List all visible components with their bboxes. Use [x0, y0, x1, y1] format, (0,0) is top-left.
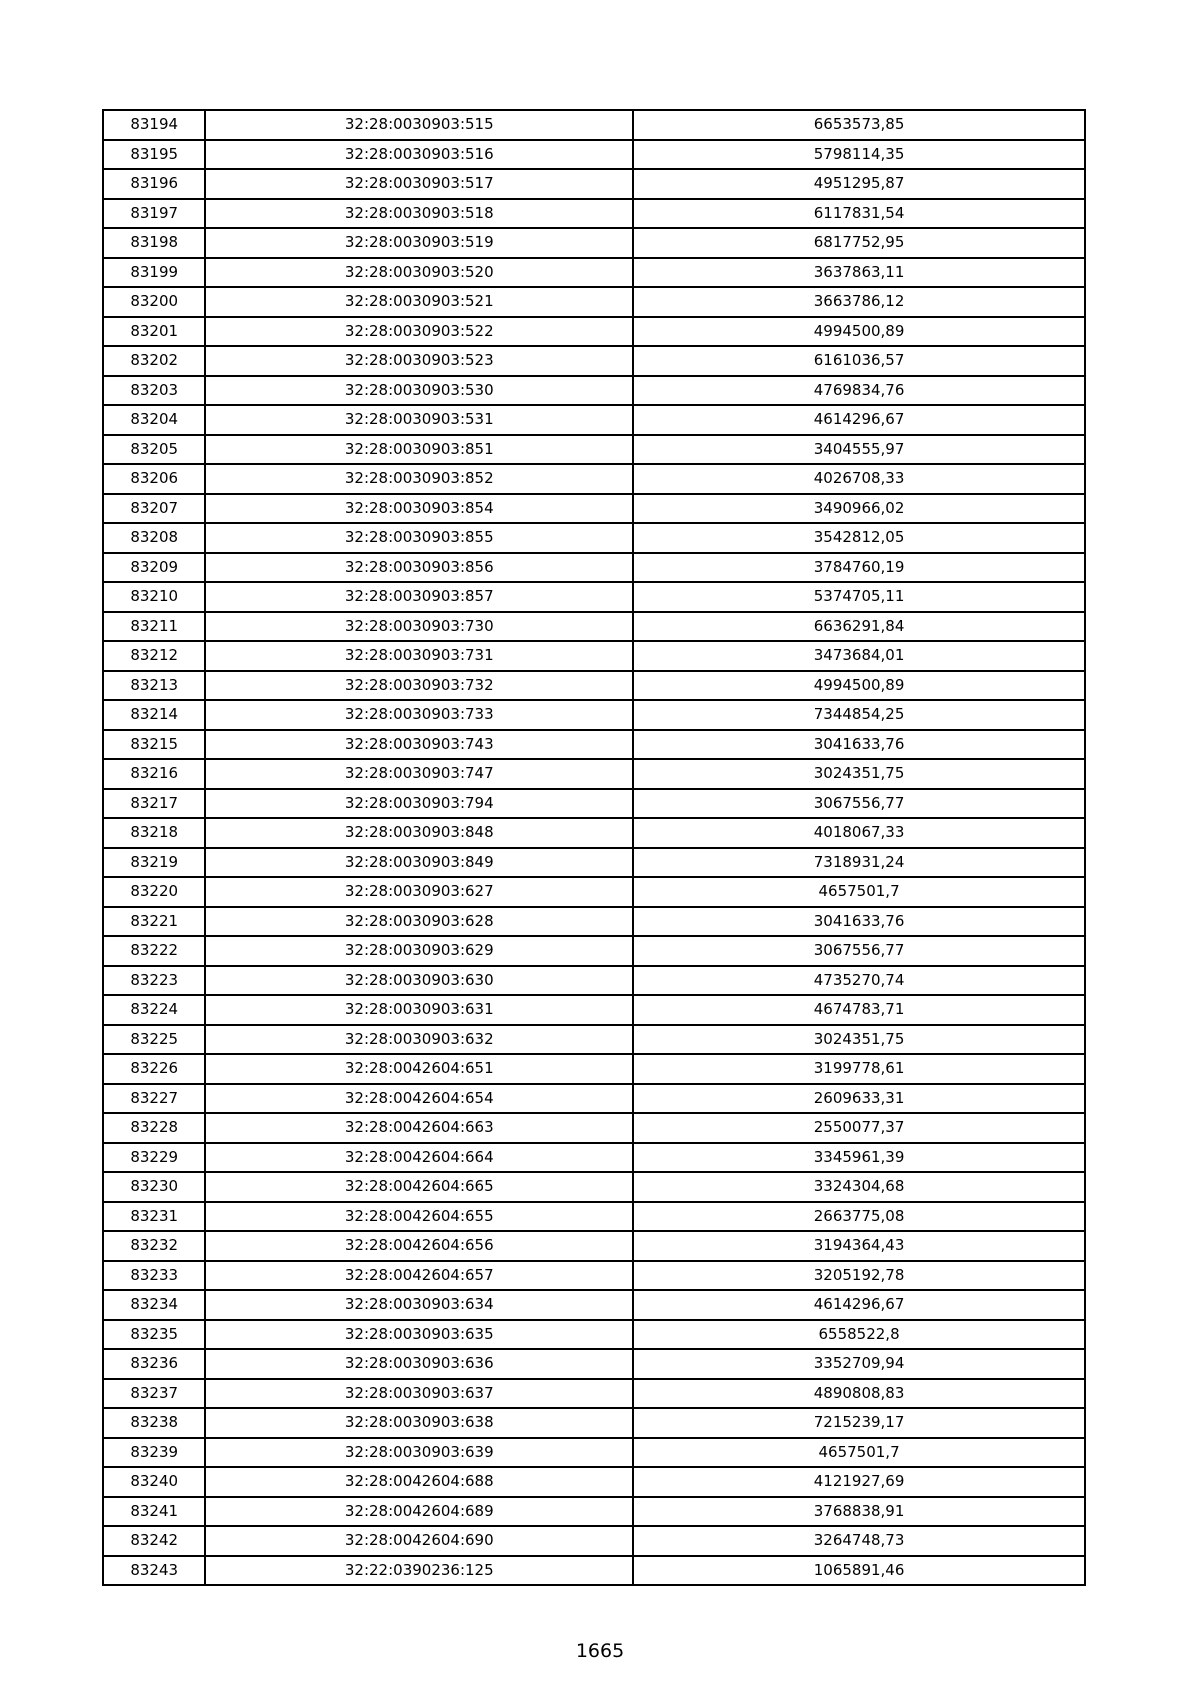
- row-number-cell: 83196: [103, 169, 205, 199]
- cadastral-number-cell: 32:28:0030903:627: [205, 877, 633, 907]
- cadastral-number-cell: 32:28:0030903:855: [205, 523, 633, 553]
- table-row: [103, 818, 1085, 848]
- value-cell: 6558522,8: [633, 1320, 1085, 1350]
- table-row: [103, 346, 1085, 376]
- table-row: [103, 1172, 1085, 1202]
- table-row: [103, 1025, 1085, 1055]
- value-cell: 7344854,25: [633, 700, 1085, 730]
- table-row: [103, 1054, 1085, 1084]
- row-number-cell: 83198: [103, 228, 205, 258]
- value-cell: 4657501,7: [633, 877, 1085, 907]
- row-number-cell: 83238: [103, 1408, 205, 1438]
- table-row: [103, 995, 1085, 1025]
- row-number-cell: 83214: [103, 700, 205, 730]
- table-row: [103, 317, 1085, 347]
- row-number-cell: 83210: [103, 582, 205, 612]
- row-number-cell: 83235: [103, 1320, 205, 1350]
- row-number-cell: 83233: [103, 1261, 205, 1291]
- row-number-cell: 83213: [103, 671, 205, 701]
- table-row: [103, 1556, 1085, 1586]
- table-row: [103, 169, 1085, 199]
- cadastral-number-cell: 32:28:0042604:663: [205, 1113, 633, 1143]
- table-body: [103, 110, 1085, 1585]
- cadastral-number-cell: 32:28:0030903:517: [205, 169, 633, 199]
- value-cell: 2550077,37: [633, 1113, 1085, 1143]
- table-row: [103, 907, 1085, 937]
- cadastral-number-cell: 32:28:0030903:629: [205, 936, 633, 966]
- cadastral-number-cell: 32:28:0030903:531: [205, 405, 633, 435]
- value-cell: 4657501,7: [633, 1438, 1085, 1468]
- table-row: [103, 523, 1085, 553]
- table-row: [103, 1261, 1085, 1291]
- table-row: [103, 582, 1085, 612]
- cadastral-number-cell: 32:28:0030903:747: [205, 759, 633, 789]
- row-number-cell: 83229: [103, 1143, 205, 1173]
- cadastral-number-cell: 32:28:0030903:743: [205, 730, 633, 760]
- cadastral-number-cell: 32:28:0030903:638: [205, 1408, 633, 1438]
- row-number-cell: 83203: [103, 376, 205, 406]
- cadastral-number-cell: 32:28:0030903:635: [205, 1320, 633, 1350]
- cadastral-number-cell: 32:28:0030903:530: [205, 376, 633, 406]
- value-cell: 3404555,97: [633, 435, 1085, 465]
- row-number-cell: 83202: [103, 346, 205, 376]
- value-cell: 3205192,78: [633, 1261, 1085, 1291]
- row-number-cell: 83205: [103, 435, 205, 465]
- row-number-cell: 83217: [103, 789, 205, 819]
- value-cell: 6653573,85: [633, 110, 1085, 140]
- cadastral-number-cell: 32:28:0030903:518: [205, 199, 633, 229]
- cadastral-number-cell: 32:28:0030903:523: [205, 346, 633, 376]
- table-row: [103, 877, 1085, 907]
- row-number-cell: 83207: [103, 494, 205, 524]
- table-row: [103, 936, 1085, 966]
- table-row: [103, 553, 1085, 583]
- table-row: [103, 641, 1085, 671]
- cadastral-number-cell: 32:28:0030903:521: [205, 287, 633, 317]
- row-number-cell: 83234: [103, 1290, 205, 1320]
- value-cell: 4994500,89: [633, 317, 1085, 347]
- table-row: [103, 140, 1085, 170]
- row-number-cell: 83224: [103, 995, 205, 1025]
- row-number-cell: 83219: [103, 848, 205, 878]
- value-cell: 3352709,94: [633, 1349, 1085, 1379]
- value-cell: 3784760,19: [633, 553, 1085, 583]
- table-row: [103, 110, 1085, 140]
- cadastral-number-cell: 32:28:0030903:730: [205, 612, 633, 642]
- table-row: [103, 759, 1085, 789]
- cadastral-number-cell: 32:28:0030903:632: [205, 1025, 633, 1055]
- value-cell: 6161036,57: [633, 346, 1085, 376]
- value-cell: 2663775,08: [633, 1202, 1085, 1232]
- value-cell: 3024351,75: [633, 759, 1085, 789]
- row-number-cell: 83242: [103, 1526, 205, 1556]
- row-number-cell: 83206: [103, 464, 205, 494]
- cadastral-number-cell: 32:28:0042604:690: [205, 1526, 633, 1556]
- value-cell: 4769834,76: [633, 376, 1085, 406]
- row-number-cell: 83226: [103, 1054, 205, 1084]
- table-row: [103, 1408, 1085, 1438]
- table-row: [103, 966, 1085, 996]
- value-cell: 4614296,67: [633, 1290, 1085, 1320]
- table-row: [103, 671, 1085, 701]
- row-number-cell: 83240: [103, 1467, 205, 1497]
- row-number-cell: 83228: [103, 1113, 205, 1143]
- value-cell: 7318931,24: [633, 848, 1085, 878]
- table-row: [103, 405, 1085, 435]
- cadastral-number-cell: 32:28:0042604:654: [205, 1084, 633, 1114]
- cadastral-number-cell: 32:28:0030903:630: [205, 966, 633, 996]
- table-row: [103, 1438, 1085, 1468]
- value-cell: 3542812,05: [633, 523, 1085, 553]
- value-cell: 4026708,33: [633, 464, 1085, 494]
- value-cell: 3473684,01: [633, 641, 1085, 671]
- row-number-cell: 83237: [103, 1379, 205, 1409]
- row-number-cell: 83232: [103, 1231, 205, 1261]
- table-row: [103, 612, 1085, 642]
- data-table: [102, 109, 1086, 1586]
- row-number-cell: 83236: [103, 1349, 205, 1379]
- value-cell: 3768838,91: [633, 1497, 1085, 1527]
- row-number-cell: 83195: [103, 140, 205, 170]
- cadastral-number-cell: 32:28:0042604:664: [205, 1143, 633, 1173]
- value-cell: 4951295,87: [633, 169, 1085, 199]
- table-row: [103, 1143, 1085, 1173]
- table-row: [103, 730, 1085, 760]
- value-cell: 5374705,11: [633, 582, 1085, 612]
- table-row: [103, 435, 1085, 465]
- table-row: [103, 228, 1085, 258]
- cadastral-number-cell: 32:28:0030903:522: [205, 317, 633, 347]
- value-cell: 3490966,02: [633, 494, 1085, 524]
- cadastral-number-cell: 32:28:0030903:731: [205, 641, 633, 671]
- table-row: [103, 1231, 1085, 1261]
- table-row: [103, 1526, 1085, 1556]
- table-row: [103, 287, 1085, 317]
- value-cell: 3041633,76: [633, 907, 1085, 937]
- cadastral-number-cell: 32:28:0030903:637: [205, 1379, 633, 1409]
- row-number-cell: 83212: [103, 641, 205, 671]
- cadastral-number-cell: 32:28:0030903:848: [205, 818, 633, 848]
- row-number-cell: 83231: [103, 1202, 205, 1232]
- table-row: [103, 1202, 1085, 1232]
- row-number-cell: 83220: [103, 877, 205, 907]
- table-row: [103, 494, 1085, 524]
- row-number-cell: 83239: [103, 1438, 205, 1468]
- row-number-cell: 83197: [103, 199, 205, 229]
- table-row: [103, 1084, 1085, 1114]
- value-cell: 4614296,67: [633, 405, 1085, 435]
- row-number-cell: 83243: [103, 1556, 205, 1586]
- table-row: [103, 1349, 1085, 1379]
- value-cell: 3067556,77: [633, 936, 1085, 966]
- cadastral-number-cell: 32:28:0030903:857: [205, 582, 633, 612]
- table-row: [103, 1113, 1085, 1143]
- cadastral-number-cell: 32:28:0030903:851: [205, 435, 633, 465]
- cadastral-number-cell: 32:28:0030903:849: [205, 848, 633, 878]
- cadastral-number-cell: 32:28:0030903:631: [205, 995, 633, 1025]
- cadastral-number-cell: 32:22:0390236:125: [205, 1556, 633, 1586]
- row-number-cell: 83241: [103, 1497, 205, 1527]
- cadastral-number-cell: 32:28:0042604:656: [205, 1231, 633, 1261]
- table-row: [103, 258, 1085, 288]
- cadastral-number-cell: 32:28:0042604:655: [205, 1202, 633, 1232]
- value-cell: 7215239,17: [633, 1408, 1085, 1438]
- table-row: [103, 789, 1085, 819]
- cadastral-number-cell: 32:28:0030903:856: [205, 553, 633, 583]
- table-row: [103, 199, 1085, 229]
- row-number-cell: 83201: [103, 317, 205, 347]
- cadastral-number-cell: 32:28:0030903:516: [205, 140, 633, 170]
- value-cell: 4994500,89: [633, 671, 1085, 701]
- row-number-cell: 83227: [103, 1084, 205, 1114]
- table-row: [103, 1467, 1085, 1497]
- cadastral-number-cell: 32:28:0030903:854: [205, 494, 633, 524]
- row-number-cell: 83199: [103, 258, 205, 288]
- value-cell: 4121927,69: [633, 1467, 1085, 1497]
- value-cell: 3663786,12: [633, 287, 1085, 317]
- value-cell: 3041633,76: [633, 730, 1085, 760]
- cadastral-number-cell: 32:28:0042604:689: [205, 1497, 633, 1527]
- value-cell: 3024351,75: [633, 1025, 1085, 1055]
- table-row: [103, 1290, 1085, 1320]
- value-cell: 3067556,77: [633, 789, 1085, 819]
- row-number-cell: 83204: [103, 405, 205, 435]
- cadastral-number-cell: 32:28:0030903:732: [205, 671, 633, 701]
- cadastral-number-cell: 32:28:0030903:639: [205, 1438, 633, 1468]
- cadastral-number-cell: 32:28:0030903:794: [205, 789, 633, 819]
- table-row: [103, 848, 1085, 878]
- row-number-cell: 83216: [103, 759, 205, 789]
- value-cell: 6817752,95: [633, 228, 1085, 258]
- cadastral-number-cell: 32:28:0030903:733: [205, 700, 633, 730]
- cadastral-number-cell: 32:28:0042604:651: [205, 1054, 633, 1084]
- row-number-cell: 83223: [103, 966, 205, 996]
- cadastral-number-cell: 32:28:0030903:519: [205, 228, 633, 258]
- value-cell: 4674783,71: [633, 995, 1085, 1025]
- row-number-cell: 83194: [103, 110, 205, 140]
- value-cell: 5798114,35: [633, 140, 1085, 170]
- value-cell: 2609633,31: [633, 1084, 1085, 1114]
- cadastral-number-cell: 32:28:0030903:628: [205, 907, 633, 937]
- cadastral-number-cell: 32:28:0042604:688: [205, 1467, 633, 1497]
- table-row: [103, 464, 1085, 494]
- value-cell: 3324304,68: [633, 1172, 1085, 1202]
- value-cell: 4735270,74: [633, 966, 1085, 996]
- row-number-cell: 83221: [103, 907, 205, 937]
- value-cell: 6117831,54: [633, 199, 1085, 229]
- cadastral-number-cell: 32:28:0030903:520: [205, 258, 633, 288]
- row-number-cell: 83200: [103, 287, 205, 317]
- cadastral-number-cell: 32:28:0030903:634: [205, 1290, 633, 1320]
- table-row: [103, 1379, 1085, 1409]
- value-cell: 4890808,83: [633, 1379, 1085, 1409]
- value-cell: 3199778,61: [633, 1054, 1085, 1084]
- cadastral-number-cell: 32:28:0042604:665: [205, 1172, 633, 1202]
- table-row: [103, 1320, 1085, 1350]
- value-cell: 6636291,84: [633, 612, 1085, 642]
- row-number-cell: 83225: [103, 1025, 205, 1055]
- row-number-cell: 83230: [103, 1172, 205, 1202]
- row-number-cell: 83222: [103, 936, 205, 966]
- value-cell: 3194364,43: [633, 1231, 1085, 1261]
- value-cell: 3345961,39: [633, 1143, 1085, 1173]
- cadastral-number-cell: 32:28:0042604:657: [205, 1261, 633, 1291]
- row-number-cell: 83215: [103, 730, 205, 760]
- row-number-cell: 83208: [103, 523, 205, 553]
- table-row: [103, 1497, 1085, 1527]
- row-number-cell: 83211: [103, 612, 205, 642]
- cadastral-number-cell: 32:28:0030903:515: [205, 110, 633, 140]
- value-cell: 3637863,11: [633, 258, 1085, 288]
- page-number: 1665: [575, 1640, 625, 1662]
- row-number-cell: 83218: [103, 818, 205, 848]
- cadastral-number-cell: 32:28:0030903:636: [205, 1349, 633, 1379]
- cadastral-number-cell: 32:28:0030903:852: [205, 464, 633, 494]
- value-cell: 4018067,33: [633, 818, 1085, 848]
- value-cell: 1065891,46: [633, 1556, 1085, 1586]
- value-cell: 3264748,73: [633, 1526, 1085, 1556]
- table-row: [103, 376, 1085, 406]
- table-row: [103, 700, 1085, 730]
- row-number-cell: 83209: [103, 553, 205, 583]
